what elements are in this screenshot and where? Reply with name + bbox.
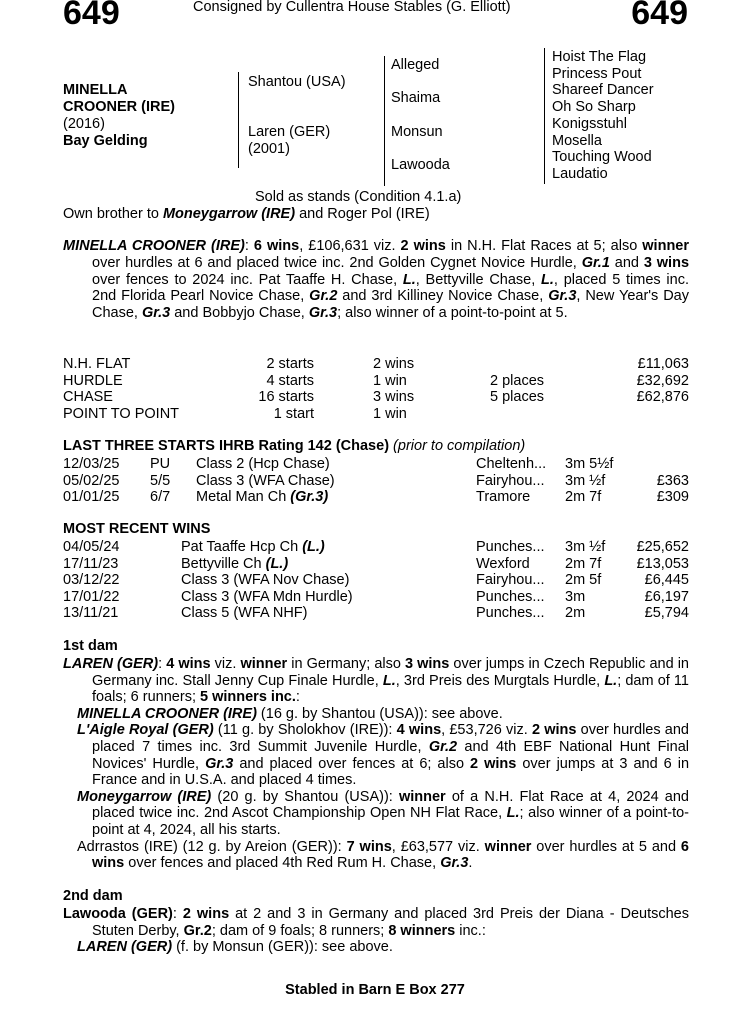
start-race: Class 2 (Hcp Chase) bbox=[196, 456, 330, 472]
win-distance: 2m 5f bbox=[565, 572, 602, 589]
summary-wins: 2 wins bbox=[400, 238, 446, 254]
wins: 2 wins bbox=[182, 906, 230, 922]
summary-text: , New Year's Day Chase, bbox=[92, 288, 689, 322]
text: , £63,577 viz. bbox=[391, 838, 485, 855]
text: ; also winner of a point-to-point at 4, 2024, all his starts. bbox=[92, 805, 689, 838]
pedigree-divider-1 bbox=[238, 72, 239, 168]
summary-text: ; also winner of a point-to-point at 5. bbox=[337, 305, 568, 322]
wins: 3 wins bbox=[405, 656, 450, 672]
record-earnings: £32,692 bbox=[636, 372, 689, 389]
record-earnings: £11,063 bbox=[637, 356, 689, 372]
first-dam-name: LAREN (GER) bbox=[63, 656, 159, 672]
record-row bbox=[63, 373, 689, 390]
start-course: Fairyhou... bbox=[476, 472, 545, 489]
last-start-row bbox=[63, 489, 689, 506]
horse-name-line2: CROONER (IRE) bbox=[63, 99, 175, 115]
record-places: 2 places bbox=[490, 372, 545, 389]
wins: 6 wins bbox=[92, 838, 689, 872]
pedigree-divider-3 bbox=[544, 48, 545, 184]
pedigree-g2: Shaima bbox=[391, 90, 441, 106]
win-race: Class 3 (WFA Mdn Hurdle) bbox=[181, 588, 353, 605]
progeny-name: Adrrastos (IRE) bbox=[77, 838, 178, 855]
text: over jumps at 3 and 6 in France and in U.S.A. and placed 4 times. bbox=[92, 755, 690, 789]
start-prize: £363 bbox=[656, 472, 689, 489]
text: ; dam of 9 foals; 8 runners; bbox=[211, 922, 389, 939]
horse-name-block bbox=[63, 82, 175, 150]
pedigree-g3: Shareef Dancer bbox=[552, 82, 654, 99]
progeny-name: Moneygarrow (IRE) bbox=[77, 788, 212, 805]
progeny-entry bbox=[77, 706, 689, 723]
summary-text: : bbox=[244, 238, 254, 254]
win-race: Class 3 (WFA Nov Chase) bbox=[181, 572, 350, 589]
text: (20 g. by Shantou (USA)): bbox=[211, 788, 399, 805]
summary-text: in N.H. Flat Races at 5; also bbox=[445, 238, 643, 254]
win-date: 13/11/21 bbox=[63, 605, 119, 622]
progeny-entry bbox=[77, 722, 689, 788]
wins: 5 winners inc. bbox=[200, 689, 296, 706]
grade: Gr.3 bbox=[205, 755, 234, 772]
recent-win-row bbox=[63, 556, 689, 573]
text: . bbox=[468, 855, 473, 872]
own-brother-suffix: and Roger Pol (IRE) bbox=[295, 206, 430, 222]
last-three-title: LAST THREE STARTS IHRB Rating 142 (Chase) bbox=[63, 438, 390, 454]
horse-description: Bay Gelding bbox=[63, 133, 148, 149]
start-distance: 3m 5½f bbox=[565, 456, 614, 472]
text: and 4th EBF National Hunt Final Novices' Hurdle, bbox=[92, 738, 689, 772]
horse-year: (2016) bbox=[63, 116, 105, 132]
summary-grade: Gr.3 bbox=[141, 305, 171, 322]
recent-win-row bbox=[63, 605, 689, 622]
start-date: 05/02/25 bbox=[63, 472, 120, 489]
text: : bbox=[295, 689, 300, 706]
win-race: Class 5 (WFA NHF) bbox=[181, 605, 308, 622]
text: , £53,726 viz. bbox=[441, 722, 532, 739]
start-distance: 3m ½f bbox=[565, 472, 606, 489]
record-starts: 16 starts bbox=[258, 389, 314, 406]
summary-grade: Gr.1 bbox=[581, 254, 610, 271]
text: over hurdles at 5 and bbox=[531, 838, 681, 855]
recent-win-row bbox=[63, 589, 689, 606]
text: and placed over fences at 6; also bbox=[233, 755, 471, 772]
pedigree-dam-year: (2001) bbox=[248, 141, 290, 157]
sale-condition: Sold as stands (Condition 4.1.a) bbox=[255, 189, 462, 205]
win-race: Pat Taaffe Hcp Ch (L.) bbox=[181, 539, 325, 555]
wins: winner bbox=[484, 838, 532, 855]
win-prize: £6,445 bbox=[644, 572, 689, 589]
progeny-name: L'Aigle Royal (GER) bbox=[77, 722, 214, 739]
pedigree-dam: Laren (GER) bbox=[248, 124, 331, 140]
pedigree-g3: Hoist The Flag bbox=[552, 49, 647, 65]
wins: 8 winners bbox=[388, 922, 456, 939]
record-wins: 3 wins bbox=[373, 389, 415, 406]
start-position: 6/7 bbox=[150, 489, 171, 506]
progeny-name: LAREN (GER) bbox=[77, 939, 173, 956]
text: : bbox=[172, 906, 183, 922]
start-prize: £309 bbox=[656, 489, 689, 506]
progeny-entry bbox=[77, 789, 689, 839]
text: (12 g. by Areion (GER)): bbox=[177, 838, 347, 855]
win-distance: 3m bbox=[565, 588, 586, 605]
recent-win-row bbox=[63, 572, 689, 589]
second-dam-name: Lawooda (GER) bbox=[63, 906, 173, 922]
record-type: CHASE bbox=[63, 389, 113, 406]
win-prize: £25,652 bbox=[636, 539, 689, 555]
stabled-location: Stabled in Barn E Box 277 bbox=[285, 982, 465, 998]
text: at 2 and 3 in Germany and placed 3rd Preis der Diana - Deutsches Stuten Derby, bbox=[92, 906, 689, 939]
grade: Gr.2 bbox=[183, 922, 212, 939]
second-dam-header: 2nd dam bbox=[63, 888, 123, 904]
last-three-header bbox=[63, 438, 525, 454]
pedigree-g3: Laudatio bbox=[552, 165, 608, 182]
record-row bbox=[63, 406, 689, 423]
win-date: 04/05/24 bbox=[63, 539, 120, 555]
last-start-row bbox=[63, 456, 689, 473]
text: (16 g. by Shantou (USA)): see above. bbox=[256, 705, 503, 722]
pedigree-g3-list bbox=[552, 49, 654, 183]
pedigree-g3: Konigsstuhl bbox=[552, 115, 627, 132]
progeny-name: MINELLA CROONER (IRE) bbox=[77, 705, 257, 722]
start-distance: 2m 7f bbox=[565, 489, 602, 506]
win-date: 03/12/22 bbox=[63, 572, 120, 589]
own-brother-name: Moneygarrow (IRE) bbox=[162, 206, 296, 222]
first-dam-section bbox=[63, 656, 689, 872]
summary-text: over fences to 2024 inc. Pat Taaffe H. Chase, bbox=[92, 271, 403, 288]
win-race: Bettyville Ch (L.) bbox=[181, 555, 289, 572]
text: over hurdles and placed 7 times inc. 3rd Summit Juvenile Hurdle, bbox=[92, 722, 689, 755]
lot-number-right: 649 bbox=[631, 0, 688, 32]
grade: L. bbox=[506, 805, 520, 822]
win-distance: 2m bbox=[565, 605, 586, 622]
own-brother-prefix: Own brother to bbox=[63, 206, 163, 222]
text: , 3rd Preis des Murgtals Hurdle, bbox=[395, 672, 605, 689]
win-course: Punches... bbox=[476, 605, 545, 622]
record-row bbox=[63, 389, 689, 406]
lot-number-left: 649 bbox=[63, 0, 120, 32]
last-start-row bbox=[63, 473, 689, 490]
pedigree-g3: Touching Wood bbox=[552, 149, 652, 166]
text: of a N.H. Flat Race at 4, 2024 and placed twice inc. 2nd Ascot Championship Open NH Flat Race, bbox=[92, 788, 689, 822]
record-starts: 4 starts bbox=[266, 372, 314, 389]
summary-grade: Gr.3 bbox=[308, 305, 338, 322]
wins: 2 wins bbox=[531, 722, 577, 739]
win-date: 17/01/22 bbox=[63, 588, 120, 605]
summary-text: , £106,631 viz. bbox=[299, 238, 401, 254]
wins: 4 wins bbox=[396, 722, 442, 739]
pedigree-g3: Mosella bbox=[552, 132, 602, 149]
pedigree-divider-2 bbox=[384, 56, 385, 186]
summary-text: , placed 5 times inc. 2nd Florida Pearl Novice Chase, bbox=[92, 271, 689, 305]
record-type: HURDLE bbox=[63, 372, 123, 389]
start-position: 5/5 bbox=[150, 472, 171, 489]
record-wins: 1 win bbox=[373, 372, 407, 389]
record-type: N.H. FLAT bbox=[63, 356, 131, 372]
consignor: Consigned by Cullentra House Stables (G. Elliott) bbox=[193, 0, 511, 15]
win-prize: £6,197 bbox=[644, 588, 689, 605]
win-prize: £13,053 bbox=[636, 555, 689, 572]
horse-name-line1: MINELLA bbox=[63, 82, 128, 98]
summary-wins: 3 wins bbox=[643, 254, 690, 271]
pedigree-g2: Monsun bbox=[391, 124, 443, 140]
summary-horse-name: MINELLA CROONER (IRE) bbox=[63, 238, 245, 254]
grade: Gr.3 bbox=[440, 855, 469, 872]
first-dam-header: 1st dam bbox=[63, 638, 118, 654]
start-race: Class 3 (WFA Chase) bbox=[196, 472, 335, 489]
wins: 4 wins bbox=[166, 656, 211, 672]
win-course: Wexford bbox=[476, 555, 530, 572]
text: (f. by Monsun (GER)): see above. bbox=[172, 939, 393, 956]
pedigree-g3: Oh So Sharp bbox=[552, 99, 636, 116]
text: ; dam of 11 foals; 6 runners; bbox=[92, 672, 689, 706]
pedigree-g2: Lawooda bbox=[391, 157, 450, 173]
record-starts: 2 starts bbox=[266, 356, 314, 372]
second-dam-text bbox=[63, 906, 689, 939]
win-course: Punches... bbox=[476, 539, 545, 555]
start-date: 01/01/25 bbox=[63, 489, 120, 506]
start-position: PU bbox=[150, 456, 171, 472]
record-earnings: £62,876 bbox=[636, 389, 689, 406]
summary-text: , Bettyville Chase, bbox=[415, 271, 542, 288]
pedigree-g3: Princess Pout bbox=[552, 65, 642, 82]
record-wins: 2 wins bbox=[373, 356, 415, 372]
text: over jumps in Czech Republic and in Germany inc. Stall Jenny Cup Finale Hurdle, bbox=[92, 656, 689, 689]
summary-wins: winner bbox=[642, 238, 690, 254]
text: over fences and placed 4th Red Rum H. Chase, bbox=[124, 855, 441, 872]
text: : bbox=[158, 656, 167, 672]
grade: L. bbox=[382, 672, 396, 689]
recent-win-row bbox=[63, 539, 689, 556]
text: in Germany; also bbox=[287, 656, 405, 672]
second-dam-section bbox=[63, 906, 689, 956]
record-starts: 1 start bbox=[273, 405, 314, 422]
start-date: 12/03/25 bbox=[63, 456, 120, 472]
record-row bbox=[63, 356, 689, 373]
summary-text: over hurdles at 6 and placed twice inc. 2nd Golden Cygnet Novice Hurdle, bbox=[92, 254, 582, 271]
summary-grade: Gr.2 bbox=[309, 288, 338, 305]
wins: winner bbox=[398, 788, 446, 805]
text: (11 g. by Sholokhov (IRE)): bbox=[213, 722, 397, 739]
pedigree-g2: Alleged bbox=[391, 57, 440, 73]
record-wins: 1 win bbox=[373, 405, 407, 422]
win-grade: (L.) bbox=[302, 539, 325, 555]
wins: 7 wins bbox=[346, 838, 392, 855]
summary-wins: 6 wins bbox=[253, 238, 300, 254]
summary-text: and Bobbyjo Chase, bbox=[170, 305, 309, 322]
first-dam-text bbox=[63, 656, 689, 706]
start-course: Tramore bbox=[476, 489, 531, 506]
start-course: Cheltenh... bbox=[476, 456, 547, 472]
win-grade: (L.) bbox=[265, 555, 289, 572]
summary-grade: L. bbox=[402, 271, 416, 288]
own-brother-line bbox=[63, 206, 430, 222]
recent-wins-header: MOST RECENT WINS bbox=[63, 521, 211, 537]
race-summary bbox=[63, 238, 689, 322]
text: inc.: bbox=[455, 922, 486, 939]
text: viz. bbox=[210, 656, 241, 672]
pedigree-sire: Shantou (USA) bbox=[248, 74, 346, 90]
progeny-entry bbox=[77, 939, 689, 956]
win-distance: 3m ½f bbox=[565, 539, 606, 555]
wins: winner bbox=[240, 656, 288, 672]
wins: 2 wins bbox=[470, 755, 517, 772]
summary-text: and bbox=[609, 254, 644, 271]
record-type: POINT TO POINT bbox=[63, 405, 180, 422]
progeny-entry bbox=[77, 839, 689, 872]
win-course: Punches... bbox=[476, 588, 545, 605]
grade: L. bbox=[604, 672, 618, 689]
win-date: 17/11/23 bbox=[63, 555, 119, 572]
win-course: Fairyhou... bbox=[476, 572, 545, 589]
start-grade: (Gr.3) bbox=[290, 489, 329, 506]
grade: Gr.2 bbox=[428, 738, 458, 755]
win-prize: £5,794 bbox=[644, 605, 689, 622]
win-distance: 2m 7f bbox=[565, 555, 602, 572]
start-race: Metal Man Ch (Gr.3) bbox=[196, 489, 329, 506]
summary-text: and 3rd Killiney Novice Chase, bbox=[337, 288, 549, 305]
record-places: 5 places bbox=[490, 389, 545, 406]
summary-grade: L. bbox=[541, 271, 554, 288]
last-three-note: (prior to compilation) bbox=[389, 438, 526, 454]
summary-grade: Gr.3 bbox=[548, 288, 577, 305]
